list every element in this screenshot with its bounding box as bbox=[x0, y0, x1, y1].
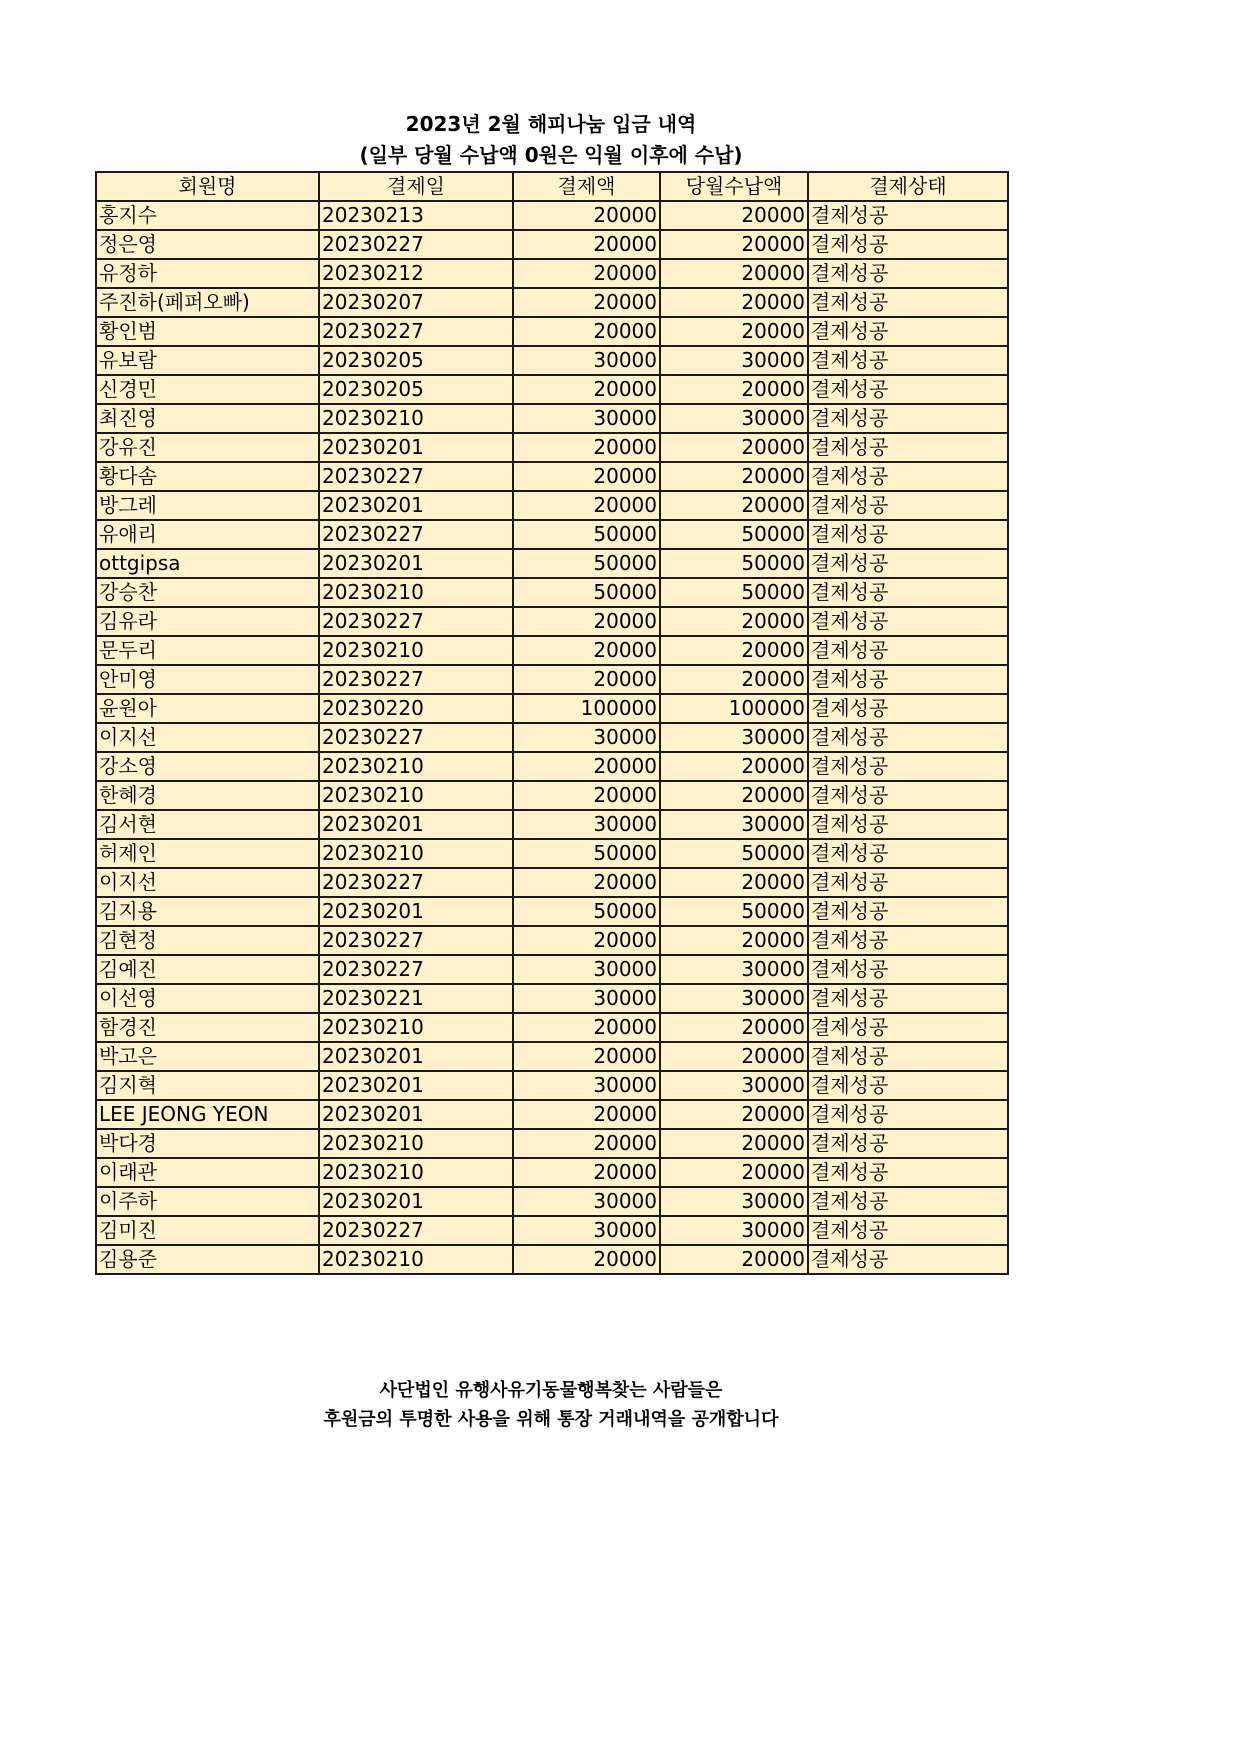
cell-payment-amount: 20000 bbox=[513, 259, 660, 288]
cell-payment-date: 20230201 bbox=[319, 897, 513, 926]
cell-monthly-received: 20000 bbox=[660, 230, 808, 259]
cell-payment-date: 20230227 bbox=[319, 926, 513, 955]
cell-payment-amount: 50000 bbox=[513, 549, 660, 578]
table-row bbox=[96, 201, 1008, 230]
cell-member-name: 안미영 bbox=[96, 665, 319, 694]
cell-monthly-received: 30000 bbox=[660, 810, 808, 839]
cell-member-name: 김현정 bbox=[96, 926, 319, 955]
cell-payment-date: 20230201 bbox=[319, 1100, 513, 1129]
cell-member-name: 강유진 bbox=[96, 433, 319, 462]
cell-payment-date: 20230227 bbox=[319, 1216, 513, 1245]
cell-member-name: 유보람 bbox=[96, 346, 319, 375]
table-row bbox=[96, 520, 1008, 549]
cell-payment-amount: 30000 bbox=[513, 346, 660, 375]
cell-payment-date: 20230227 bbox=[319, 868, 513, 897]
cell-payment-date: 20230210 bbox=[319, 752, 513, 781]
document-subtitle: (일부 당월 수납액 0원은 익월 이후에 수납) bbox=[359, 143, 743, 167]
table-row bbox=[96, 1100, 1008, 1129]
cell-payment-amount: 20000 bbox=[513, 462, 660, 491]
cell-monthly-received: 30000 bbox=[660, 1216, 808, 1245]
table-row bbox=[96, 665, 1008, 694]
cell-monthly-received: 20000 bbox=[660, 1245, 808, 1274]
cell-payment-status: 결제성공 bbox=[808, 375, 1008, 404]
cell-payment-amount: 20000 bbox=[513, 1100, 660, 1129]
cell-member-name: 박다경 bbox=[96, 1129, 319, 1158]
cell-payment-amount: 30000 bbox=[513, 1071, 660, 1100]
cell-monthly-received: 50000 bbox=[660, 520, 808, 549]
cell-payment-status: 결제성공 bbox=[808, 1100, 1008, 1129]
table-row bbox=[96, 1013, 1008, 1042]
cell-payment-date: 20230201 bbox=[319, 1071, 513, 1100]
cell-payment-status: 결제성공 bbox=[808, 404, 1008, 433]
cell-payment-date: 20230205 bbox=[319, 346, 513, 375]
footer-line-1: 사단법인 유행사유기동물행복찾는 사람들은 bbox=[379, 1380, 723, 1401]
cell-payment-status: 결제성공 bbox=[808, 1187, 1008, 1216]
cell-payment-amount: 20000 bbox=[513, 1245, 660, 1274]
table-row bbox=[96, 288, 1008, 317]
cell-member-name: 김서현 bbox=[96, 810, 319, 839]
cell-payment-status: 결제성공 bbox=[808, 1013, 1008, 1042]
cell-payment-status: 결제성공 bbox=[808, 230, 1008, 259]
cell-member-name: 김미진 bbox=[96, 1216, 319, 1245]
cell-payment-date: 20230227 bbox=[319, 230, 513, 259]
cell-member-name: 신경민 bbox=[96, 375, 319, 404]
cell-member-name: 허제인 bbox=[96, 839, 319, 868]
cell-member-name: 유애리 bbox=[96, 520, 319, 549]
cell-monthly-received: 20000 bbox=[660, 636, 808, 665]
cell-payment-date: 20230210 bbox=[319, 1129, 513, 1158]
cell-monthly-received: 20000 bbox=[660, 201, 808, 230]
table-row bbox=[96, 346, 1008, 375]
cell-payment-date: 20230227 bbox=[319, 317, 513, 346]
cell-member-name: 강소영 bbox=[96, 752, 319, 781]
cell-member-name: 이래관 bbox=[96, 1158, 319, 1187]
cell-payment-amount: 20000 bbox=[513, 1013, 660, 1042]
cell-payment-amount: 20000 bbox=[513, 491, 660, 520]
cell-payment-status: 결제성공 bbox=[808, 346, 1008, 375]
cell-payment-date: 20230205 bbox=[319, 375, 513, 404]
table-row bbox=[96, 955, 1008, 984]
header-monthly-received: 당월수납액 bbox=[660, 172, 808, 201]
cell-payment-amount: 50000 bbox=[513, 520, 660, 549]
cell-member-name: 김용준 bbox=[96, 1245, 319, 1274]
cell-payment-status: 결제성공 bbox=[808, 1245, 1008, 1274]
cell-monthly-received: 20000 bbox=[660, 375, 808, 404]
cell-member-name: 정은영 bbox=[96, 230, 319, 259]
cell-payment-amount: 20000 bbox=[513, 1129, 660, 1158]
cell-member-name: 유정하 bbox=[96, 259, 319, 288]
table-row bbox=[96, 752, 1008, 781]
table-row bbox=[96, 404, 1008, 433]
cell-monthly-received: 20000 bbox=[660, 1129, 808, 1158]
cell-payment-amount: 30000 bbox=[513, 404, 660, 433]
cell-payment-amount: 20000 bbox=[513, 752, 660, 781]
cell-monthly-received: 100000 bbox=[660, 694, 808, 723]
cell-payment-status: 결제성공 bbox=[808, 984, 1008, 1013]
cell-member-name: 이지선 bbox=[96, 868, 319, 897]
table-row bbox=[96, 984, 1008, 1013]
table-row bbox=[96, 1042, 1008, 1071]
cell-member-name: 황다솜 bbox=[96, 462, 319, 491]
cell-member-name: 문두리 bbox=[96, 636, 319, 665]
cell-payment-status: 결제성공 bbox=[808, 752, 1008, 781]
cell-payment-status: 결제성공 bbox=[808, 549, 1008, 578]
cell-payment-status: 결제성공 bbox=[808, 491, 1008, 520]
cell-payment-date: 20230210 bbox=[319, 781, 513, 810]
cell-member-name: 윤원아 bbox=[96, 694, 319, 723]
cell-payment-date: 20230227 bbox=[319, 955, 513, 984]
cell-monthly-received: 20000 bbox=[660, 868, 808, 897]
table-row bbox=[96, 810, 1008, 839]
cell-payment-status: 결제성공 bbox=[808, 1158, 1008, 1187]
cell-monthly-received: 30000 bbox=[660, 984, 808, 1013]
cell-payment-date: 20230210 bbox=[319, 404, 513, 433]
table-row bbox=[96, 433, 1008, 462]
cell-payment-amount: 20000 bbox=[513, 926, 660, 955]
table-row bbox=[96, 259, 1008, 288]
cell-monthly-received: 20000 bbox=[660, 926, 808, 955]
cell-payment-date: 20230220 bbox=[319, 694, 513, 723]
cell-payment-date: 20230201 bbox=[319, 810, 513, 839]
cell-monthly-received: 50000 bbox=[660, 549, 808, 578]
cell-payment-amount: 20000 bbox=[513, 288, 660, 317]
cell-monthly-received: 20000 bbox=[660, 462, 808, 491]
cell-member-name: 강승찬 bbox=[96, 578, 319, 607]
cell-monthly-received: 20000 bbox=[660, 433, 808, 462]
document-title: 2023년 2월 해피나눔 입금 내역 bbox=[405, 112, 697, 136]
cell-payment-amount: 30000 bbox=[513, 810, 660, 839]
table-row bbox=[96, 375, 1008, 404]
cell-monthly-received: 20000 bbox=[660, 1042, 808, 1071]
table-row bbox=[96, 462, 1008, 491]
table-row bbox=[96, 1129, 1008, 1158]
cell-member-name: 이지선 bbox=[96, 723, 319, 752]
cell-monthly-received: 20000 bbox=[660, 1013, 808, 1042]
cell-payment-amount: 20000 bbox=[513, 1042, 660, 1071]
cell-payment-amount: 50000 bbox=[513, 839, 660, 868]
cell-payment-status: 결제성공 bbox=[808, 665, 1008, 694]
cell-monthly-received: 20000 bbox=[660, 607, 808, 636]
cell-member-name: ottgipsa bbox=[96, 549, 319, 578]
cell-payment-amount: 20000 bbox=[513, 607, 660, 636]
cell-payment-date: 20230210 bbox=[319, 1245, 513, 1274]
cell-payment-date: 20230227 bbox=[319, 665, 513, 694]
cell-monthly-received: 20000 bbox=[660, 491, 808, 520]
cell-member-name: 최진영 bbox=[96, 404, 319, 433]
cell-payment-amount: 30000 bbox=[513, 723, 660, 752]
cell-payment-amount: 30000 bbox=[513, 984, 660, 1013]
cell-payment-amount: 20000 bbox=[513, 230, 660, 259]
cell-payment-status: 결제성공 bbox=[808, 201, 1008, 230]
cell-payment-amount: 100000 bbox=[513, 694, 660, 723]
cell-monthly-received: 30000 bbox=[660, 1187, 808, 1216]
cell-payment-amount: 20000 bbox=[513, 375, 660, 404]
cell-member-name: 이주하 bbox=[96, 1187, 319, 1216]
table-row bbox=[96, 317, 1008, 346]
cell-payment-status: 결제성공 bbox=[808, 1216, 1008, 1245]
table-row bbox=[96, 1216, 1008, 1245]
table-row bbox=[96, 578, 1008, 607]
table-row bbox=[96, 868, 1008, 897]
cell-payment-amount: 20000 bbox=[513, 433, 660, 462]
cell-payment-date: 20230201 bbox=[319, 1187, 513, 1216]
cell-payment-amount: 20000 bbox=[513, 665, 660, 694]
header-payment-status: 결제상태 bbox=[808, 172, 1008, 201]
table-row bbox=[96, 1187, 1008, 1216]
cell-member-name: 방그레 bbox=[96, 491, 319, 520]
table-row bbox=[96, 897, 1008, 926]
cell-payment-status: 결제성공 bbox=[808, 259, 1008, 288]
cell-payment-date: 20230213 bbox=[319, 201, 513, 230]
cell-payment-date: 20230210 bbox=[319, 636, 513, 665]
table-row bbox=[96, 1245, 1008, 1274]
table-row bbox=[96, 1158, 1008, 1187]
cell-payment-amount: 50000 bbox=[513, 897, 660, 926]
cell-payment-status: 결제성공 bbox=[808, 781, 1008, 810]
cell-payment-status: 결제성공 bbox=[808, 1042, 1008, 1071]
table-header-row bbox=[96, 172, 1008, 201]
cell-payment-amount: 20000 bbox=[513, 636, 660, 665]
cell-payment-date: 20230227 bbox=[319, 607, 513, 636]
cell-monthly-received: 30000 bbox=[660, 346, 808, 375]
table-row bbox=[96, 694, 1008, 723]
cell-monthly-received: 20000 bbox=[660, 665, 808, 694]
cell-payment-amount: 30000 bbox=[513, 1187, 660, 1216]
cell-payment-amount: 20000 bbox=[513, 868, 660, 897]
table-row bbox=[96, 549, 1008, 578]
cell-payment-date: 20230210 bbox=[319, 839, 513, 868]
cell-payment-status: 결제성공 bbox=[808, 723, 1008, 752]
cell-member-name: 주진하(페퍼오빠) bbox=[96, 288, 319, 317]
cell-member-name: 박고은 bbox=[96, 1042, 319, 1071]
cell-member-name: 김지용 bbox=[96, 897, 319, 926]
cell-payment-status: 결제성공 bbox=[808, 520, 1008, 549]
cell-monthly-received: 20000 bbox=[660, 1158, 808, 1187]
table-row bbox=[96, 607, 1008, 636]
table-row bbox=[96, 839, 1008, 868]
cell-member-name: 황인범 bbox=[96, 317, 319, 346]
cell-payment-date: 20230210 bbox=[319, 1013, 513, 1042]
cell-payment-date: 20230227 bbox=[319, 520, 513, 549]
cell-monthly-received: 30000 bbox=[660, 723, 808, 752]
table-row bbox=[96, 230, 1008, 259]
cell-member-name: 김유라 bbox=[96, 607, 319, 636]
cell-payment-date: 20230210 bbox=[319, 1158, 513, 1187]
cell-monthly-received: 30000 bbox=[660, 955, 808, 984]
cell-monthly-received: 30000 bbox=[660, 404, 808, 433]
cell-monthly-received: 20000 bbox=[660, 781, 808, 810]
table-row bbox=[96, 723, 1008, 752]
cell-payment-status: 결제성공 bbox=[808, 839, 1008, 868]
cell-payment-status: 결제성공 bbox=[808, 636, 1008, 665]
cell-payment-date: 20230201 bbox=[319, 433, 513, 462]
footer-line-2: 후원금의 투명한 사용을 위해 통장 거래내역을 공개합니다 bbox=[323, 1409, 779, 1430]
table-row bbox=[96, 491, 1008, 520]
cell-payment-date: 20230227 bbox=[319, 723, 513, 752]
cell-monthly-received: 50000 bbox=[660, 839, 808, 868]
cell-payment-status: 결제성공 bbox=[808, 462, 1008, 491]
cell-monthly-received: 20000 bbox=[660, 259, 808, 288]
cell-monthly-received: 20000 bbox=[660, 752, 808, 781]
cell-payment-status: 결제성공 bbox=[808, 1129, 1008, 1158]
header-payment-amount: 결제액 bbox=[513, 172, 660, 201]
cell-payment-date: 20230221 bbox=[319, 984, 513, 1013]
cell-payment-status: 결제성공 bbox=[808, 578, 1008, 607]
cell-payment-status: 결제성공 bbox=[808, 897, 1008, 926]
cell-payment-amount: 50000 bbox=[513, 578, 660, 607]
cell-monthly-received: 50000 bbox=[660, 578, 808, 607]
cell-payment-amount: 20000 bbox=[513, 1158, 660, 1187]
cell-monthly-received: 20000 bbox=[660, 317, 808, 346]
cell-member-name: 김예진 bbox=[96, 955, 319, 984]
cell-payment-status: 결제성공 bbox=[808, 810, 1008, 839]
cell-payment-amount: 30000 bbox=[513, 1216, 660, 1245]
cell-payment-status: 결제성공 bbox=[808, 317, 1008, 346]
cell-payment-date: 20230227 bbox=[319, 462, 513, 491]
cell-payment-status: 결제성공 bbox=[808, 694, 1008, 723]
cell-payment-date: 20230201 bbox=[319, 1042, 513, 1071]
cell-monthly-received: 30000 bbox=[660, 1071, 808, 1100]
cell-member-name: 한혜경 bbox=[96, 781, 319, 810]
cell-payment-status: 결제성공 bbox=[808, 607, 1008, 636]
cell-payment-date: 20230201 bbox=[319, 549, 513, 578]
header-payment-date: 결제일 bbox=[319, 172, 513, 201]
cell-payment-amount: 30000 bbox=[513, 955, 660, 984]
cell-member-name: LEE JEONG YEON bbox=[96, 1100, 319, 1129]
deposit-table bbox=[95, 171, 1009, 1275]
table-row bbox=[96, 636, 1008, 665]
cell-member-name: 함경진 bbox=[96, 1013, 319, 1042]
cell-payment-status: 결제성공 bbox=[808, 288, 1008, 317]
cell-monthly-received: 20000 bbox=[660, 288, 808, 317]
header-member-name: 회원명 bbox=[96, 172, 319, 201]
cell-payment-date: 20230207 bbox=[319, 288, 513, 317]
cell-payment-date: 20230210 bbox=[319, 578, 513, 607]
cell-member-name: 이선영 bbox=[96, 984, 319, 1013]
cell-payment-status: 결제성공 bbox=[808, 926, 1008, 955]
cell-payment-status: 결제성공 bbox=[808, 868, 1008, 897]
cell-payment-amount: 20000 bbox=[513, 781, 660, 810]
cell-payment-date: 20230212 bbox=[319, 259, 513, 288]
table-row bbox=[96, 781, 1008, 810]
cell-payment-amount: 20000 bbox=[513, 317, 660, 346]
cell-payment-amount: 20000 bbox=[513, 201, 660, 230]
cell-monthly-received: 20000 bbox=[660, 1100, 808, 1129]
cell-payment-date: 20230201 bbox=[319, 491, 513, 520]
table-row bbox=[96, 1071, 1008, 1100]
cell-member-name: 김지혁 bbox=[96, 1071, 319, 1100]
cell-payment-status: 결제성공 bbox=[808, 433, 1008, 462]
cell-member-name: 홍지수 bbox=[96, 201, 319, 230]
cell-payment-status: 결제성공 bbox=[808, 955, 1008, 984]
table-row bbox=[96, 926, 1008, 955]
cell-monthly-received: 50000 bbox=[660, 897, 808, 926]
cell-payment-status: 결제성공 bbox=[808, 1071, 1008, 1100]
